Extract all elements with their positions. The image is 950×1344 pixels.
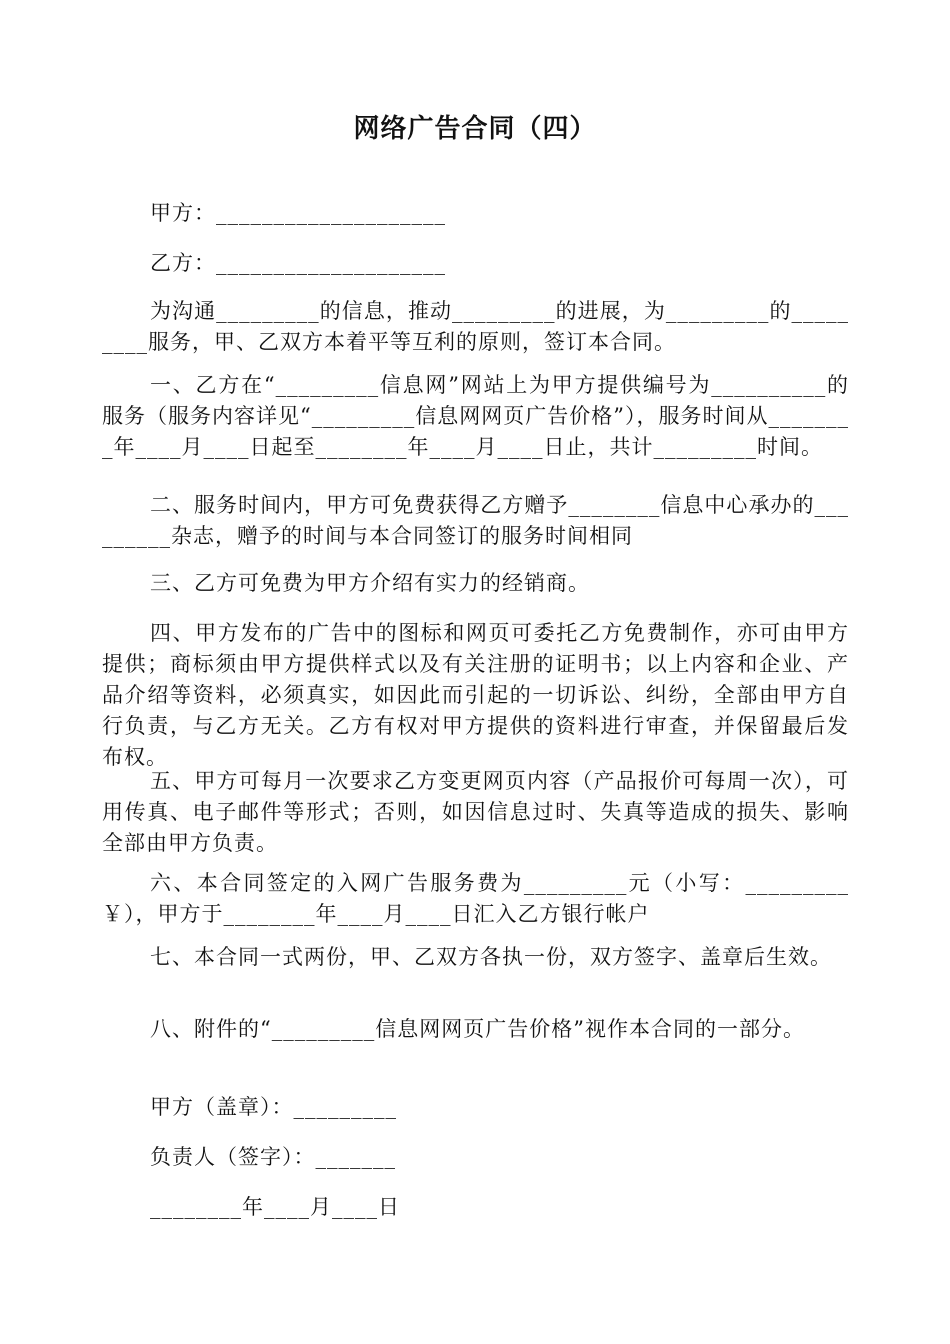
intro-paragraph: 为沟通_________的信息，推动_________的进展，为_________的_________服务，甲、乙双方本着平等互利的原则，签订本合同。 [102, 299, 849, 354]
clause-2: 二、服务时间内，甲方可免费获得乙方赠予________信息中心承办的_________杂志，赠予的时间与本合同签订的服务时间相同 [102, 493, 849, 548]
party-b-line: 乙方：____________________ [150, 251, 446, 275]
clause-3: 三、乙方可免费为甲方介绍有实力的经销商。 [150, 571, 590, 595]
clause-4: 四、甲方发布的广告中的图标和网页可委托乙方免费制作，亦可由甲方提供；商标须由甲方提供样式以及有关注册的证明书；以上内容和企业、产品介绍等资料，必须真实，如因此而引起的一切诉讼、纠纷，全部由甲方自行负责，与乙方无关。乙方有权对甲方提供的资料进行审查，并保留最后发布权。 [102, 621, 849, 769]
clause-7: 七、本合同一式两份，甲、乙双方各执一份，双方签字、盖章后生效。 [150, 945, 832, 969]
clause-6: 六、本合同签定的入网广告服务费为_________元（小写：_________￥），甲方于________年____月____日汇入乙方银行帐户 [102, 871, 849, 926]
document-title: 网络广告合同（四） [353, 114, 597, 144]
clause-5: 五、甲方可每月一次要求乙方变更网页内容（产品报价可每周一次），可用传真、电子邮件等形式；否则，如因信息过时、失真等造成的损失、影响全部由甲方负责。 [102, 769, 849, 855]
party-a-seal-line: 甲方（盖章）：_________ [150, 1095, 397, 1119]
date-line: ________年____月____日 [150, 1195, 400, 1219]
responsible-person-line: 负责人（签字）：_______ [150, 1145, 396, 1169]
party-a-line: 甲方：____________________ [150, 201, 446, 225]
clause-8: 八、附件的“_________信息网网页广告价格”视作本合同的一部分。 [150, 1017, 805, 1041]
clause-1: 一、乙方在“_________信息网”网站上为甲方提供编号为__________的服务（服务内容详见“_________信息网网页广告价格”），服务时间从________年____月____日起至________年____月____日止，共计_________时间。 [102, 373, 849, 459]
